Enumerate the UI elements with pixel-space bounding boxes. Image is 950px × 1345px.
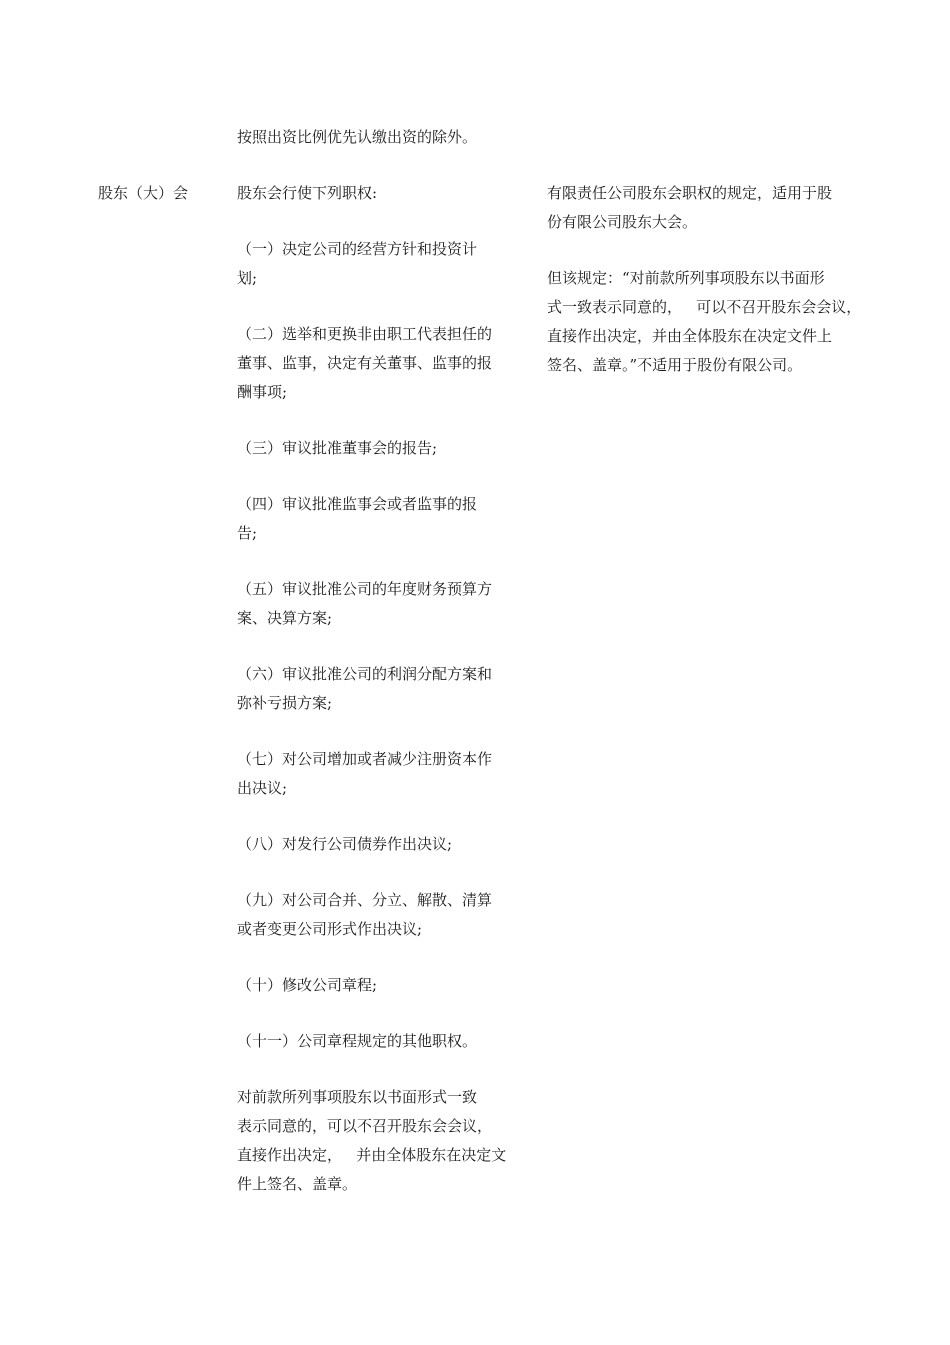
- power-item-3-line-1: （三）审议批准董事会的报告;: [237, 439, 438, 457]
- power-item-2-line-3: 酬事项;: [237, 383, 288, 401]
- power-item-9-line-2: 或者变更公司形式作出决议;: [237, 920, 423, 938]
- power-item-5-line-1: （五）审议批准公司的年度财务预算方: [237, 580, 493, 598]
- note-para1-line-2: 份有限公司股东大会。: [547, 213, 698, 231]
- power-item-5-line-2: 案、决算方案;: [237, 609, 333, 627]
- closing-line-1: 对前款所列事项股东以书面形式一致: [237, 1088, 478, 1106]
- power-item-11-line-1: （十一）公司章程规定的其他职权。: [237, 1032, 478, 1050]
- section-label: 股东（大）会: [98, 184, 189, 202]
- power-item-1-line-1: （一）决定公司的经营方针和投资计: [237, 240, 478, 258]
- power-item-9-line-1: （九）对公司合并、分立、解散、清算: [237, 891, 493, 909]
- power-item-7-line-1: （七）对公司增加或者减少注册资本作: [237, 750, 493, 768]
- power-item-7-line-2: 出决议;: [237, 779, 288, 797]
- note-para1-line-1: 有限责任公司股东会职权的规定，适用于股: [547, 184, 833, 202]
- power-item-2-line-1: （二）选举和更换非由职工代表担任的: [237, 325, 493, 343]
- power-item-4-line-1: （四）审议批准监事会或者监事的报: [237, 495, 478, 513]
- power-item-1-line-2: 划;: [237, 269, 258, 287]
- continuation-text: 按照出资比例优先认缴出资的除外。: [237, 128, 478, 146]
- power-item-8-line-1: （八）对发行公司债券作出决议;: [237, 835, 453, 853]
- closing-line-2: 表示同意的，可以不召开股东会会议，: [237, 1117, 493, 1135]
- power-item-4-line-2: 告;: [237, 524, 258, 542]
- power-item-6-line-1: （六）审议批准公司的利润分配方案和: [237, 665, 493, 683]
- powers-intro: 股东会行使下列职权:: [237, 184, 378, 202]
- power-item-10-line-1: （十）修改公司章程;: [237, 976, 378, 994]
- closing-line-4: 件上签名、盖章。: [237, 1175, 358, 1193]
- note-para2-line-3: 直接作出决定，并由全体股东在决定文件上: [547, 327, 833, 345]
- note-para2-line-4: 签名、盖章。”不适用于股份有限公司。: [547, 356, 803, 374]
- note-para2-line-2: 式一致表示同意的， 可以不召开股东会会议，: [547, 298, 862, 316]
- note-para2-line-1: 但该规定：“对前款所列事项股东以书面形: [547, 269, 825, 287]
- closing-line-3: 直接作出决定， 并由全体股东在决定文: [237, 1146, 507, 1164]
- power-item-6-line-2: 弥补亏损方案;: [237, 694, 333, 712]
- power-item-2-line-2: 董事、监事，决定有关董事、监事的报: [237, 354, 493, 372]
